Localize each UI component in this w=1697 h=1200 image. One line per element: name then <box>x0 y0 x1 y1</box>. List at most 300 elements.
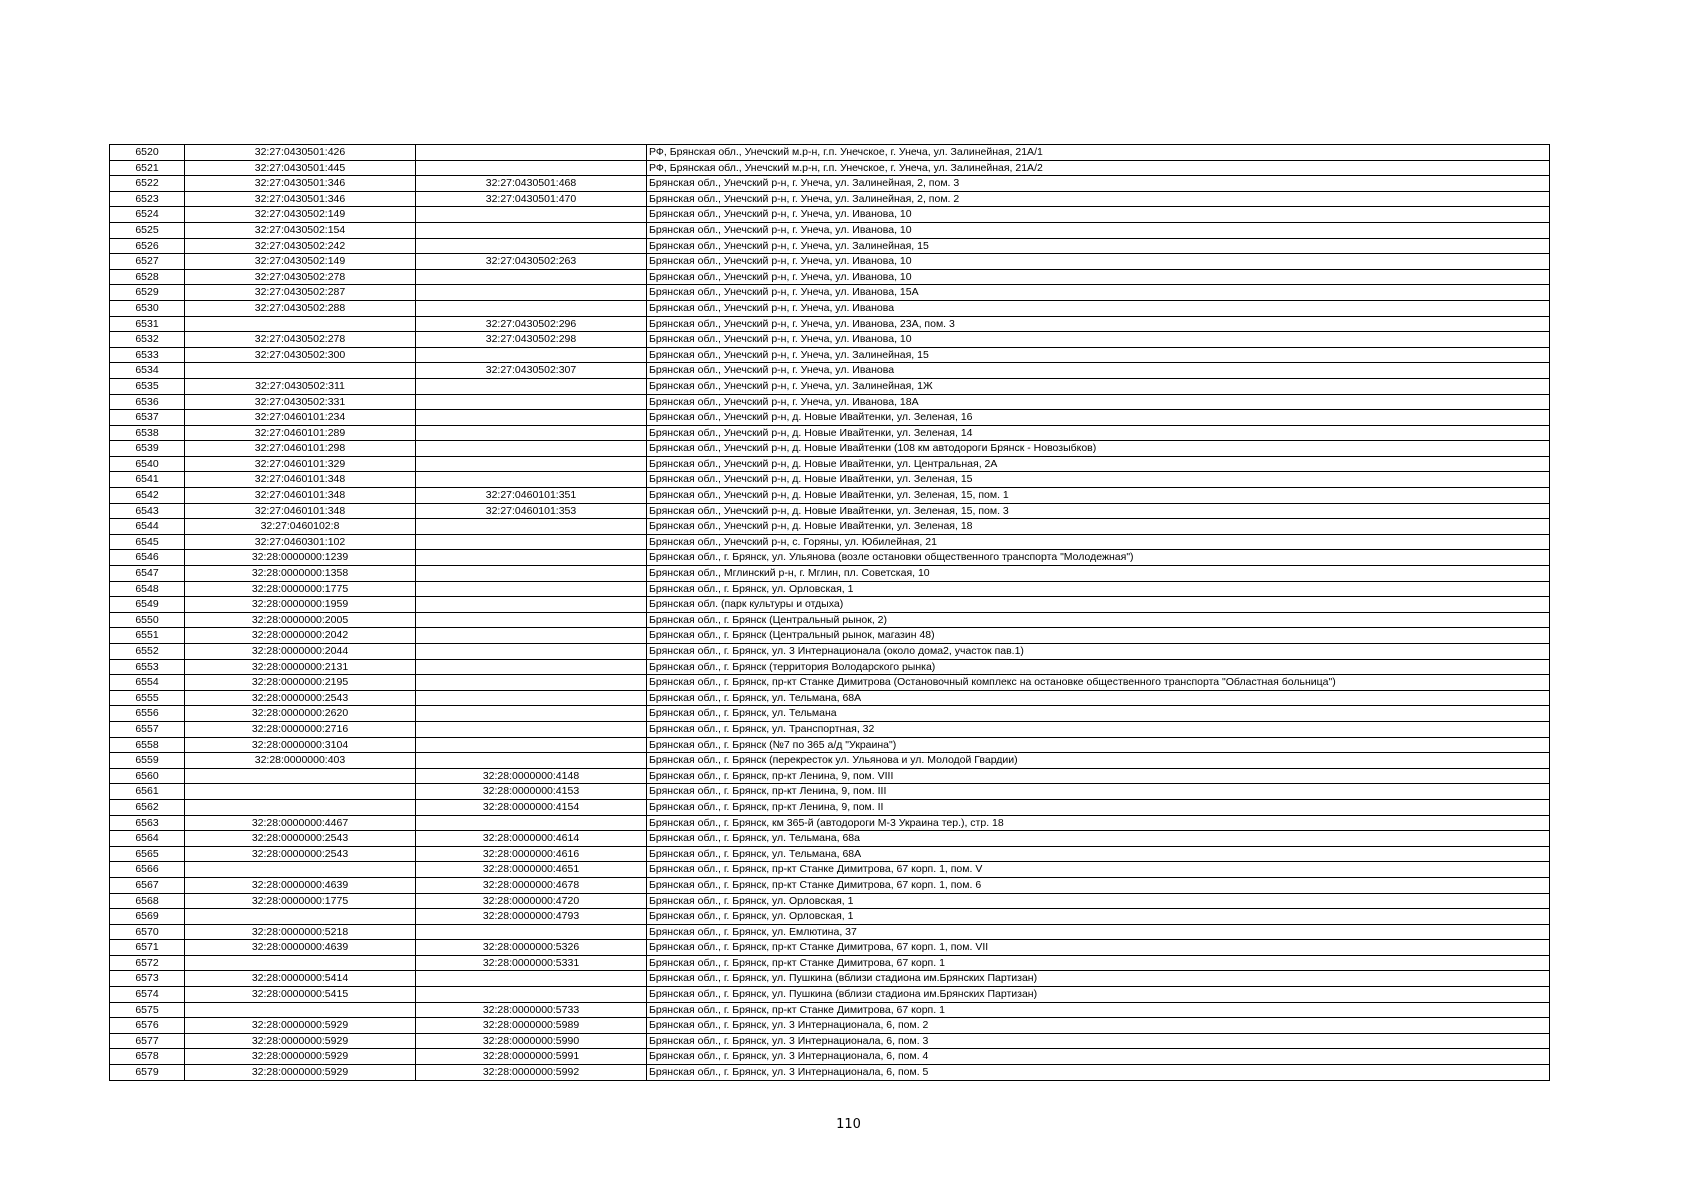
sub-cadastral-number-cell: 32:27:0430502:296 <box>416 316 647 332</box>
cadastral-number-cell: 32:28:0000000:2543 <box>185 831 416 847</box>
table-row <box>110 597 1550 613</box>
row-number-cell: 6536 <box>110 394 185 410</box>
address-cell: Брянская обл., Унечский р-н, г. Унеча, ул. Иванова, 10 <box>647 332 1550 348</box>
sub-cadastral-number-cell: 32:28:0000000:4678 <box>416 877 647 893</box>
sub-cadastral-number-cell <box>416 706 647 722</box>
table-row <box>110 472 1550 488</box>
cadastral-number-cell <box>185 1002 416 1018</box>
cadastral-number-cell: 32:27:0430501:346 <box>185 191 416 207</box>
row-number-cell: 6559 <box>110 753 185 769</box>
sub-cadastral-number-cell: 32:27:0460101:351 <box>416 488 647 504</box>
address-cell: Брянская обл., Унечский р-н, г. Унеча, ул. Иванова, 10 <box>647 222 1550 238</box>
address-cell: Брянская обл., г. Брянск, ул. Тельмана, 68А <box>647 846 1550 862</box>
sub-cadastral-number-cell: 32:28:0000000:5989 <box>416 1018 647 1034</box>
address-cell: Брянская обл., г. Брянск, ул. 3 Интернационала, 6, пом. 5 <box>647 1065 1550 1081</box>
sub-cadastral-number-cell: 32:28:0000000:4614 <box>416 831 647 847</box>
address-cell: Брянская обл., Унечский р-н, г. Унеча, ул. Иванова <box>647 363 1550 379</box>
cadastral-number-cell: 32:28:0000000:5929 <box>185 1033 416 1049</box>
address-cell: Брянская обл., г. Брянск (территория Володарского рынка) <box>647 659 1550 675</box>
row-number-cell: 6522 <box>110 176 185 192</box>
address-cell: Брянская обл., Унечский р-н, д. Новые Ивайтенки, ул. Зеленая, 14 <box>647 425 1550 441</box>
cadastral-number-cell: 32:27:0460101:348 <box>185 472 416 488</box>
cadastral-number-cell: 32:28:0000000:5929 <box>185 1018 416 1034</box>
cadastral-number-cell <box>185 955 416 971</box>
cadastral-number-cell: 32:27:0430502:154 <box>185 222 416 238</box>
row-number-cell: 6542 <box>110 488 185 504</box>
sub-cadastral-number-cell <box>416 753 647 769</box>
cadastral-number-cell: 32:28:0000000:5929 <box>185 1049 416 1065</box>
registry-table <box>109 144 1550 1081</box>
table-row <box>110 300 1550 316</box>
table-row <box>110 659 1550 675</box>
sub-cadastral-number-cell: 32:28:0000000:4153 <box>416 784 647 800</box>
row-number-cell: 6567 <box>110 877 185 893</box>
row-number-cell: 6545 <box>110 534 185 550</box>
cadastral-number-cell: 32:28:0000000:5218 <box>185 924 416 940</box>
row-number-cell: 6570 <box>110 924 185 940</box>
cadastral-number-cell: 32:28:0000000:2620 <box>185 706 416 722</box>
table-row <box>110 815 1550 831</box>
row-number-cell: 6571 <box>110 940 185 956</box>
sub-cadastral-number-cell: 32:27:0430502:263 <box>416 254 647 270</box>
row-number-cell: 6576 <box>110 1018 185 1034</box>
row-number-cell: 6529 <box>110 285 185 301</box>
cadastral-number-cell: 32:27:0460101:348 <box>185 488 416 504</box>
address-cell: Брянская обл., Унечский р-н, г. Унеча, ул. Залинейная, 2, пом. 3 <box>647 176 1550 192</box>
table-row <box>110 737 1550 753</box>
sub-cadastral-number-cell: 32:27:0430501:470 <box>416 191 647 207</box>
address-cell: Брянская обл., Унечский р-н, г. Унеча, ул. Залинейная, 15 <box>647 238 1550 254</box>
table-row <box>110 519 1550 535</box>
row-number-cell: 6543 <box>110 503 185 519</box>
cadastral-number-cell: 32:28:0000000:403 <box>185 753 416 769</box>
table-row <box>110 550 1550 566</box>
table-row <box>110 207 1550 223</box>
row-number-cell: 6548 <box>110 581 185 597</box>
sub-cadastral-number-cell <box>416 566 647 582</box>
table-row <box>110 644 1550 660</box>
row-number-cell: 6525 <box>110 222 185 238</box>
sub-cadastral-number-cell: 32:28:0000000:4720 <box>416 893 647 909</box>
sub-cadastral-number-cell: 32:28:0000000:4154 <box>416 799 647 815</box>
table-row <box>110 332 1550 348</box>
address-cell: Брянская обл., г. Брянск, пр-кт Станке Димитрова, 67 корп. 1 <box>647 955 1550 971</box>
cadastral-number-cell: 32:27:0460101:329 <box>185 456 416 472</box>
row-number-cell: 6520 <box>110 145 185 161</box>
address-cell: Брянская обл., г. Брянск, ул. Тельмана <box>647 706 1550 722</box>
table-row <box>110 581 1550 597</box>
table-row <box>110 924 1550 940</box>
row-number-cell: 6526 <box>110 238 185 254</box>
address-cell: Брянская обл., г. Брянск (Центральный рынок, магазин 48) <box>647 628 1550 644</box>
table-row <box>110 254 1550 270</box>
table-row <box>110 846 1550 862</box>
row-number-cell: 6544 <box>110 519 185 535</box>
row-number-cell: 6531 <box>110 316 185 332</box>
cadastral-number-cell: 32:28:0000000:5414 <box>185 971 416 987</box>
address-cell: Брянская обл., Унечский р-н, г. Унеча, ул. Залинейная, 15 <box>647 347 1550 363</box>
table-row <box>110 893 1550 909</box>
table-row <box>110 456 1550 472</box>
row-number-cell: 6560 <box>110 768 185 784</box>
cadastral-number-cell: 32:28:0000000:2005 <box>185 612 416 628</box>
row-number-cell: 6534 <box>110 363 185 379</box>
address-cell: Брянская обл., г. Брянск (№7 по 365 а/д "Украина") <box>647 737 1550 753</box>
sub-cadastral-number-cell <box>416 222 647 238</box>
row-number-cell: 6563 <box>110 815 185 831</box>
sub-cadastral-number-cell <box>416 737 647 753</box>
cadastral-number-cell: 32:28:0000000:2195 <box>185 675 416 691</box>
sub-cadastral-number-cell <box>416 815 647 831</box>
row-number-cell: 6539 <box>110 441 185 457</box>
table-row <box>110 971 1550 987</box>
table-row <box>110 441 1550 457</box>
address-cell: Брянская обл., Унечский р-н, д. Новые Ивайтенки, ул. Зеленая, 15, пом. 3 <box>647 503 1550 519</box>
registry-table-body <box>110 145 1550 1081</box>
sub-cadastral-number-cell: 32:28:0000000:5992 <box>416 1065 647 1081</box>
sub-cadastral-number-cell <box>416 456 647 472</box>
table-row <box>110 316 1550 332</box>
cadastral-number-cell: 32:28:0000000:1959 <box>185 597 416 613</box>
cadastral-number-cell: 32:28:0000000:1358 <box>185 566 416 582</box>
sub-cadastral-number-cell <box>416 675 647 691</box>
table-row <box>110 784 1550 800</box>
row-number-cell: 6566 <box>110 862 185 878</box>
sub-cadastral-number-cell <box>416 659 647 675</box>
row-number-cell: 6569 <box>110 909 185 925</box>
address-cell: Брянская обл., Унечский р-н, д. Новые Ивайтенки, ул. Центральная, 2А <box>647 456 1550 472</box>
table-row <box>110 347 1550 363</box>
sub-cadastral-number-cell <box>416 425 647 441</box>
sub-cadastral-number-cell <box>416 690 647 706</box>
table-row <box>110 534 1550 550</box>
table-row <box>110 690 1550 706</box>
sub-cadastral-number-cell <box>416 597 647 613</box>
sub-cadastral-number-cell <box>416 612 647 628</box>
table-row <box>110 862 1550 878</box>
row-number-cell: 6553 <box>110 659 185 675</box>
row-number-cell: 6532 <box>110 332 185 348</box>
sub-cadastral-number-cell <box>416 472 647 488</box>
address-cell: Брянская обл., г. Брянск, ул. Орловская, 1 <box>647 893 1550 909</box>
cadastral-number-cell: 32:28:0000000:2543 <box>185 690 416 706</box>
table-row <box>110 877 1550 893</box>
address-cell: Брянская обл., Унечский р-н, г. Унеча, ул. Иванова, 23А, пом. 3 <box>647 316 1550 332</box>
sub-cadastral-number-cell: 32:28:0000000:4616 <box>416 846 647 862</box>
cadastral-number-cell: 32:28:0000000:4639 <box>185 940 416 956</box>
address-cell: Брянская обл., г. Брянск, пр-кт Ленина, 9, пом. III <box>647 784 1550 800</box>
cadastral-number-cell: 32:27:0430502:149 <box>185 207 416 223</box>
row-number-cell: 6555 <box>110 690 185 706</box>
sub-cadastral-number-cell: 32:27:0430502:298 <box>416 332 647 348</box>
table-row <box>110 191 1550 207</box>
row-number-cell: 6572 <box>110 955 185 971</box>
cadastral-number-cell: 32:28:0000000:5415 <box>185 987 416 1003</box>
cadastral-number-cell: 32:28:0000000:2044 <box>185 644 416 660</box>
address-cell: Брянская обл., Унечский р-н, г. Унеча, ул. Иванова, 10 <box>647 254 1550 270</box>
sub-cadastral-number-cell <box>416 347 647 363</box>
cadastral-number-cell: 32:27:0460101:348 <box>185 503 416 519</box>
sub-cadastral-number-cell <box>416 285 647 301</box>
sub-cadastral-number-cell: 32:28:0000000:5326 <box>416 940 647 956</box>
row-number-cell: 6568 <box>110 893 185 909</box>
address-cell: Брянская обл., Унечский р-н, д. Новые Ивайтенки, ул. Зеленая, 15, пом. 1 <box>647 488 1550 504</box>
cadastral-number-cell: 32:28:0000000:1775 <box>185 893 416 909</box>
sub-cadastral-number-cell: 32:27:0430501:468 <box>416 176 647 192</box>
cadastral-number-cell: 32:27:0430502:149 <box>185 254 416 270</box>
cadastral-number-cell: 32:28:0000000:5929 <box>185 1065 416 1081</box>
sub-cadastral-number-cell: 32:28:0000000:4793 <box>416 909 647 925</box>
row-number-cell: 6565 <box>110 846 185 862</box>
table-row <box>110 987 1550 1003</box>
sub-cadastral-number-cell: 32:28:0000000:5331 <box>416 955 647 971</box>
row-number-cell: 6564 <box>110 831 185 847</box>
cadastral-number-cell: 32:27:0430501:426 <box>185 145 416 161</box>
row-number-cell: 6574 <box>110 987 185 1003</box>
address-cell: Брянская обл. (парк культуры и отдыха) <box>647 597 1550 613</box>
address-cell: Брянская обл., г. Брянск, ул. 3 Интернационала, 6, пом. 3 <box>647 1033 1550 1049</box>
row-number-cell: 6523 <box>110 191 185 207</box>
address-cell: Брянская обл., г. Брянск, ул. Ульянова (возле остановки общественного транспорта "Молодежная") <box>647 550 1550 566</box>
row-number-cell: 6533 <box>110 347 185 363</box>
row-number-cell: 6562 <box>110 799 185 815</box>
address-cell: РФ, Брянская обл., Унечский м.р-н, г.п. Унечское, г. Унеча, ул. Залинейная, 21А/1 <box>647 145 1550 161</box>
table-row <box>110 799 1550 815</box>
cadastral-number-cell: 32:27:0430502:311 <box>185 378 416 394</box>
table-row <box>110 831 1550 847</box>
cadastral-number-cell: 32:27:0430501:346 <box>185 176 416 192</box>
address-cell: Брянская обл., Унечский р-н, г. Унеча, ул. Залинейная, 2, пом. 2 <box>647 191 1550 207</box>
sub-cadastral-number-cell <box>416 581 647 597</box>
table-row <box>110 940 1550 956</box>
cadastral-number-cell: 32:27:0430502:278 <box>185 269 416 285</box>
row-number-cell: 6561 <box>110 784 185 800</box>
address-cell: Брянская обл., г. Брянск, ул. Емлютина, 37 <box>647 924 1550 940</box>
address-cell: Брянская обл., г. Брянск, пр-кт Станке Димитрова, 67 корп. 1 <box>647 1002 1550 1018</box>
address-cell: Брянская обл., Унечский р-н, д. Новые Ивайтенки (108 км автодороги Брянск - Новозыбков) <box>647 441 1550 457</box>
address-cell: Брянская обл., Мглинский р-н, г. Мглин, пл. Советская, 10 <box>647 566 1550 582</box>
address-cell: Брянская обл., Унечский р-н, д. Новые Ивайтенки, ул. Зеленая, 15 <box>647 472 1550 488</box>
row-number-cell: 6550 <box>110 612 185 628</box>
sub-cadastral-number-cell <box>416 721 647 737</box>
address-cell: Брянская обл., г. Брянск, ул. Орловская, 1 <box>647 581 1550 597</box>
cadastral-number-cell <box>185 768 416 784</box>
address-cell: Брянская обл., г. Брянск, км 365-й (автодороги М-3 Украина тер.), стр. 18 <box>647 815 1550 831</box>
address-cell: Брянская обл., Унечский р-н, с. Горяны, ул. Юбилейная, 21 <box>647 534 1550 550</box>
address-cell: Брянская обл., г. Брянск, пр-кт Ленина, 9, пом. II <box>647 799 1550 815</box>
row-number-cell: 6556 <box>110 706 185 722</box>
cadastral-number-cell: 32:27:0430502:287 <box>185 285 416 301</box>
sub-cadastral-number-cell <box>416 924 647 940</box>
address-cell: Брянская обл., г. Брянск, пр-кт Станке Димитрова, 67 корп. 1, пом. 6 <box>647 877 1550 893</box>
row-number-cell: 6557 <box>110 721 185 737</box>
table-row <box>110 1033 1550 1049</box>
address-cell: Брянская обл., Унечский р-н, г. Унеча, ул. Иванова, 15А <box>647 285 1550 301</box>
table-row <box>110 1002 1550 1018</box>
cadastral-number-cell: 32:27:0460101:234 <box>185 410 416 426</box>
row-number-cell: 6552 <box>110 644 185 660</box>
table-row <box>110 628 1550 644</box>
table-row <box>110 269 1550 285</box>
table-row <box>110 410 1550 426</box>
row-number-cell: 6537 <box>110 410 185 426</box>
address-cell: Брянская обл., г. Брянск, ул. Тельмана, 68а <box>647 831 1550 847</box>
sub-cadastral-number-cell <box>416 207 647 223</box>
table-row <box>110 222 1550 238</box>
row-number-cell: 6558 <box>110 737 185 753</box>
sub-cadastral-number-cell <box>416 269 647 285</box>
address-cell: Брянская обл., г. Брянск, ул. Транспортная, 32 <box>647 721 1550 737</box>
address-cell: Брянская обл., г. Брянск, ул. 3 Интернационала (около дома2, участок пав.1) <box>647 644 1550 660</box>
cadastral-number-cell: 32:28:0000000:2716 <box>185 721 416 737</box>
page-number: 110 <box>836 1117 861 1132</box>
sub-cadastral-number-cell <box>416 987 647 1003</box>
sub-cadastral-number-cell <box>416 300 647 316</box>
address-cell: Брянская обл., Унечский р-н, г. Унеча, ул. Иванова <box>647 300 1550 316</box>
row-number-cell: 6524 <box>110 207 185 223</box>
cadastral-number-cell: 32:27:0430502:242 <box>185 238 416 254</box>
cadastral-number-cell: 32:27:0430502:278 <box>185 332 416 348</box>
address-cell: Брянская обл., г. Брянск (перекресток ул. Ульянова и ул. Молодой Гвардии) <box>647 753 1550 769</box>
table-row <box>110 488 1550 504</box>
cadastral-number-cell: 32:27:0430502:288 <box>185 300 416 316</box>
sub-cadastral-number-cell <box>416 238 647 254</box>
row-number-cell: 6528 <box>110 269 185 285</box>
table-row <box>110 1049 1550 1065</box>
table-row <box>110 503 1550 519</box>
sub-cadastral-number-cell <box>416 145 647 161</box>
table-row <box>110 721 1550 737</box>
table-row <box>110 160 1550 176</box>
address-cell: Брянская обл., г. Брянск, ул. Тельмана, 68А <box>647 690 1550 706</box>
row-number-cell: 6535 <box>110 378 185 394</box>
table-row <box>110 955 1550 971</box>
cadastral-number-cell: 32:28:0000000:1239 <box>185 550 416 566</box>
address-cell: Брянская обл., Унечский р-н, д. Новые Ивайтенки, ул. Зеленая, 16 <box>647 410 1550 426</box>
sub-cadastral-number-cell: 32:27:0460101:353 <box>416 503 647 519</box>
sub-cadastral-number-cell: 32:28:0000000:5991 <box>416 1049 647 1065</box>
table-row <box>110 612 1550 628</box>
address-cell: Брянская обл., г. Брянск, пр-кт Станке Димитрова (Остановочный комплекс на остановке общественного транспорта "Областная больница") <box>647 675 1550 691</box>
row-number-cell: 6578 <box>110 1049 185 1065</box>
cadastral-number-cell <box>185 909 416 925</box>
cadastral-number-cell <box>185 862 416 878</box>
sub-cadastral-number-cell: 32:28:0000000:4651 <box>416 862 647 878</box>
row-number-cell: 6541 <box>110 472 185 488</box>
address-cell: Брянская обл., г. Брянск, пр-кт Станке Димитрова, 67 корп. 1, пом. V <box>647 862 1550 878</box>
table-row <box>110 425 1550 441</box>
sub-cadastral-number-cell: 32:27:0430502:307 <box>416 363 647 379</box>
row-number-cell: 6540 <box>110 456 185 472</box>
table-row <box>110 363 1550 379</box>
cadastral-number-cell <box>185 784 416 800</box>
row-number-cell: 6549 <box>110 597 185 613</box>
cadastral-number-cell <box>185 316 416 332</box>
cadastral-number-cell: 32:28:0000000:4639 <box>185 877 416 893</box>
address-cell: Брянская обл., г. Брянск (Центральный рынок, 2) <box>647 612 1550 628</box>
sub-cadastral-number-cell <box>416 160 647 176</box>
sub-cadastral-number-cell: 32:28:0000000:5990 <box>416 1033 647 1049</box>
table-row <box>110 768 1550 784</box>
table-row <box>110 753 1550 769</box>
row-number-cell: 6577 <box>110 1033 185 1049</box>
cadastral-number-cell: 32:27:0430501:445 <box>185 160 416 176</box>
table-row <box>110 1018 1550 1034</box>
address-cell: Брянская обл., г. Брянск, пр-кт Ленина, 9, пом. VIII <box>647 768 1550 784</box>
table-row <box>110 706 1550 722</box>
table-row <box>110 394 1550 410</box>
cadastral-number-cell: 32:28:0000000:2131 <box>185 659 416 675</box>
cadastral-number-cell: 32:27:0430502:331 <box>185 394 416 410</box>
sub-cadastral-number-cell <box>416 644 647 660</box>
sub-cadastral-number-cell <box>416 519 647 535</box>
address-cell: Брянская обл., Унечский р-н, г. Унеча, ул. Иванова, 10 <box>647 207 1550 223</box>
row-number-cell: 6547 <box>110 566 185 582</box>
table-row <box>110 566 1550 582</box>
address-cell: РФ, Брянская обл., Унечский м.р-н, г.п. Унечское, г. Унеча, ул. Залинейная, 21А/2 <box>647 160 1550 176</box>
address-cell: Брянская обл., Унечский р-н, д. Новые Ивайтенки, ул. Зеленая, 18 <box>647 519 1550 535</box>
row-number-cell: 6527 <box>110 254 185 270</box>
cadastral-number-cell <box>185 799 416 815</box>
sub-cadastral-number-cell <box>416 378 647 394</box>
sub-cadastral-number-cell <box>416 628 647 644</box>
table-row <box>110 1065 1550 1081</box>
sub-cadastral-number-cell <box>416 550 647 566</box>
table-row <box>110 378 1550 394</box>
cadastral-number-cell: 32:28:0000000:4467 <box>185 815 416 831</box>
sub-cadastral-number-cell <box>416 410 647 426</box>
table-row <box>110 909 1550 925</box>
table-row <box>110 285 1550 301</box>
sub-cadastral-number-cell: 32:28:0000000:4148 <box>416 768 647 784</box>
address-cell: Брянская обл., г. Брянск, ул. Пушкина (вблизи стадиона им.Брянских Партизан) <box>647 971 1550 987</box>
sub-cadastral-number-cell <box>416 441 647 457</box>
address-cell: Брянская обл., Унечский р-н, г. Унеча, ул. Иванова, 18А <box>647 394 1550 410</box>
row-number-cell: 6530 <box>110 300 185 316</box>
address-cell: Брянская обл., г. Брянск, ул. 3 Интернационала, 6, пом. 4 <box>647 1049 1550 1065</box>
row-number-cell: 6546 <box>110 550 185 566</box>
sub-cadastral-number-cell <box>416 971 647 987</box>
row-number-cell: 6551 <box>110 628 185 644</box>
address-cell: Брянская обл., Унечский р-н, г. Унеча, ул. Залинейная, 1Ж <box>647 378 1550 394</box>
cadastral-number-cell: 32:28:0000000:3104 <box>185 737 416 753</box>
table-row <box>110 238 1550 254</box>
cadastral-number-cell: 32:27:0460102:8 <box>185 519 416 535</box>
cadastral-number-cell: 32:27:0460101:289 <box>185 425 416 441</box>
row-number-cell: 6575 <box>110 1002 185 1018</box>
table-row <box>110 176 1550 192</box>
table-row <box>110 145 1550 161</box>
sub-cadastral-number-cell <box>416 534 647 550</box>
address-cell: Брянская обл., г. Брянск, пр-кт Станке Димитрова, 67 корп. 1, пом. VII <box>647 940 1550 956</box>
address-cell: Брянская обл., г. Брянск, ул. Пушкина (вблизи стадиона им.Брянских Партизан) <box>647 987 1550 1003</box>
table-row <box>110 675 1550 691</box>
row-number-cell: 6579 <box>110 1065 185 1081</box>
row-number-cell: 6521 <box>110 160 185 176</box>
cadastral-number-cell: 32:28:0000000:2543 <box>185 846 416 862</box>
address-cell: Брянская обл., Унечский р-н, г. Унеча, ул. Иванова, 10 <box>647 269 1550 285</box>
cadastral-number-cell <box>185 363 416 379</box>
row-number-cell: 6573 <box>110 971 185 987</box>
sub-cadastral-number-cell: 32:28:0000000:5733 <box>416 1002 647 1018</box>
cadastral-number-cell: 32:27:0460101:298 <box>185 441 416 457</box>
row-number-cell: 6538 <box>110 425 185 441</box>
row-number-cell: 6554 <box>110 675 185 691</box>
address-cell: Брянская обл., г. Брянск, ул. Орловская, 1 <box>647 909 1550 925</box>
cadastral-number-cell: 32:27:0460301:102 <box>185 534 416 550</box>
cadastral-number-cell: 32:28:0000000:2042 <box>185 628 416 644</box>
cadastral-number-cell: 32:28:0000000:1775 <box>185 581 416 597</box>
